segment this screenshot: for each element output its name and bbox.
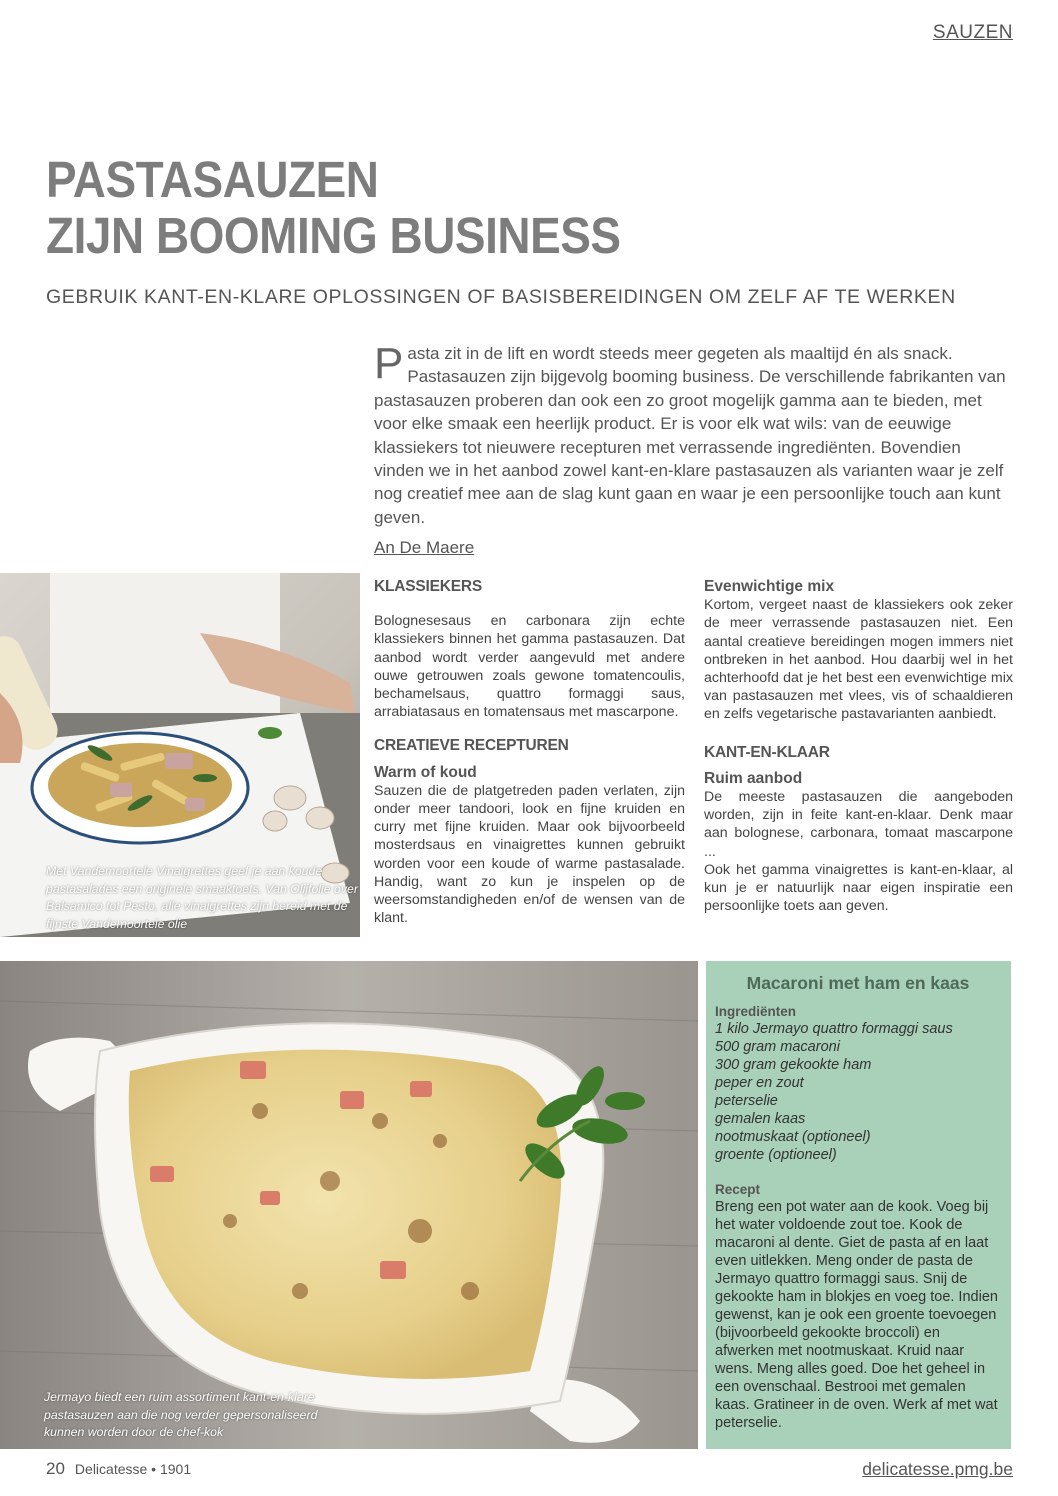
paragraph-ruim-aanbod: De meeste pastasauzen die aangeboden worden, zijn in feite kant-en-klaar. Denk maar aan bolognese, carbonara, tomaat mascarpone ... — [704, 789, 1013, 860]
magazine-issue: Delicatesse • 1901 — [74, 1461, 192, 1477]
ingredient-item: 500 gram macaroni — [715, 1039, 840, 1055]
ingredient-item: nootmuskaat (optioneel) — [715, 1129, 871, 1145]
macaroni-dish-image — [0, 961, 698, 1449]
heading-creatieve-recepturen: CREATIEVE RECEPTUREN — [374, 737, 569, 755]
recipe-instructions: Breng een pot water aan de kook. Voeg bij het water voldoende zout toe. Kook de macaroni al dente. Giet de pasta af en laat even uitlekken. Meng onder de pasta de Jermayo quattro formaggi saus. Snij de gekookte ham in blokjes en voeg toe. Indien gewenst, kan je ook een groente toevoegen (bijvoorbeeld gekookte broccoli) en afwerken met nootmuskaat. Kruid naar wens. Meng alles goed. Doe het geheel in een ovenschaal. Bestrooi met gemalen kaas. Gratineer in de oven. Werk af met wat peterselie. — [715, 1199, 998, 1431]
recipe-box — [706, 961, 1011, 1449]
ingredient-item: 300 gram gekookte ham — [715, 1057, 872, 1073]
subheadline: GEBRUIK KANT-EN-KLARE OPLOSSINGEN OF BASISBEREIDINGEN OM ZELF AF TE WERKEN — [46, 286, 956, 308]
heading-kant-en-klaar: KANT-EN-KLAAR — [704, 743, 830, 761]
ingredients-label: Ingrediënten — [715, 1004, 797, 1019]
footer-left — [46, 1459, 191, 1479]
paragraph-evenwichtige-mix: Kortom, vergeet naast de klassiekers ook zeker de meer verrassende pastasauzen niet. Een aantal creatieve bereidingen mogen immers niet ontbreken in het aanbod. Hou daarbij wel in het achterhoofd dat je het best een evenwichtige mix van pastasauzen met vlees, vis of schaaldieren en zelfs vegetarische pastavarianten aanbiedt. — [704, 597, 1013, 723]
page-title — [46, 152, 676, 264]
ingredient-item: peper en zout — [715, 1075, 804, 1091]
recipe-title: Macaroni met ham en kaas — [746, 973, 970, 993]
paragraph-warm-of-koud: Sauzen die de platgetreden paden verlaten, zijn onder meer tandoori, look en fijne kruiden en curry met fijne kruiden. Maar ook bijvoorbeeld mosterdsaus en vinaigrettes kunnen gebruikt worden voor een koude of warme pastasalade. Handig, want zo kun je inspelen op de weersomstandigheden en/of de wensen van de klant. — [374, 782, 685, 927]
ingredient-item: peterselie — [715, 1093, 778, 1109]
subheading-evenwichtige-mix: Evenwichtige mix — [704, 578, 835, 595]
section-tag[interactable]: SAUZEN — [932, 22, 1013, 43]
paragraph-vinaigrettes: Ook het gamma vinaigrettes is kant-en-klaar, al kun je er natuurlijk naar eigen inspiratie een persoonlijke toets aan geven. — [704, 861, 1013, 915]
column-left — [374, 578, 685, 927]
photo-macaroni-dish — [0, 961, 698, 1449]
drop-cap: P — [374, 339, 404, 388]
ingredient-item: groente (optioneel) — [715, 1147, 837, 1163]
paragraph-klassiekers: Bolognesesaus en carbonara zijn echte klassiekers binnen het gamma pastasauzen. Dat aanbod wordt verder aangevuld met andere ouwe getrouwen zoals gewone tomatencoulis, bechamelsaus, quattro formaggi saus, arrabiatasaus en tomatensaus met mascarpone. — [374, 613, 685, 721]
recipe-label: Recept — [715, 1182, 761, 1197]
author-link[interactable]: An De Maere — [374, 538, 475, 557]
heading-klassiekers: KLASSIEKERS — [374, 578, 483, 595]
title-line-1: PASTASAUZEN — [46, 151, 379, 208]
column-right — [704, 578, 1013, 915]
page-number: 20 — [46, 1459, 65, 1478]
website-link[interactable]: delicatesse.pmg.be — [862, 1459, 1013, 1479]
subheading-warm-of-koud: Warm of koud — [374, 763, 477, 781]
ingredient-item: 1 kilo Jermayo quattro formaggi saus — [715, 1021, 953, 1037]
caption-bottom: Jermayo biedt een ruim assortiment kant-en-klare pastasauzen aan die nog verder gepersonaliseerd kunnen worden door de chef-kok — [44, 1390, 318, 1439]
intro-paragraph — [374, 339, 1014, 529]
ingredients-list — [715, 1020, 1001, 1164]
subheading-ruim-aanbod: Ruim aanbod — [704, 769, 803, 787]
caption-top: Met Vandemoortele Vinaigrettes geef je aan koude pastasalades een originele smaaktoets. Van Olijfolie over Balsamico tot Pesto, alle vinaigrettes zijn bereid met de fijnste Vandemoortele olie — [46, 864, 358, 931]
ingredient-item: gemalen kaas — [715, 1111, 806, 1127]
intro-text: asta zit in de lift en wordt steeds meer gegeten als maaltijd én als snack. Pastasauzen zijn bijgevolg booming business. De verschillende fabrikanten van pastasauzen proberen dan ook een zo groot mogelijk gamma aan te bieden, met voor elke smaak een heerlijk product. Er is voor elk wat wils: van de eeuwige klassiekers tot nieuwere recepturen met verrassende ingrediënten. Bovendien vinden we in het aanbod zowel kant-en-klare pastasauzen als varianten waar je zelf nog creatief mee aan de slag kunt gaan en waar je een persoonlijke touch aan kunt geven. — [374, 344, 1006, 527]
title-line-2: ZIJN BOOMING BUSINESS — [46, 207, 621, 264]
